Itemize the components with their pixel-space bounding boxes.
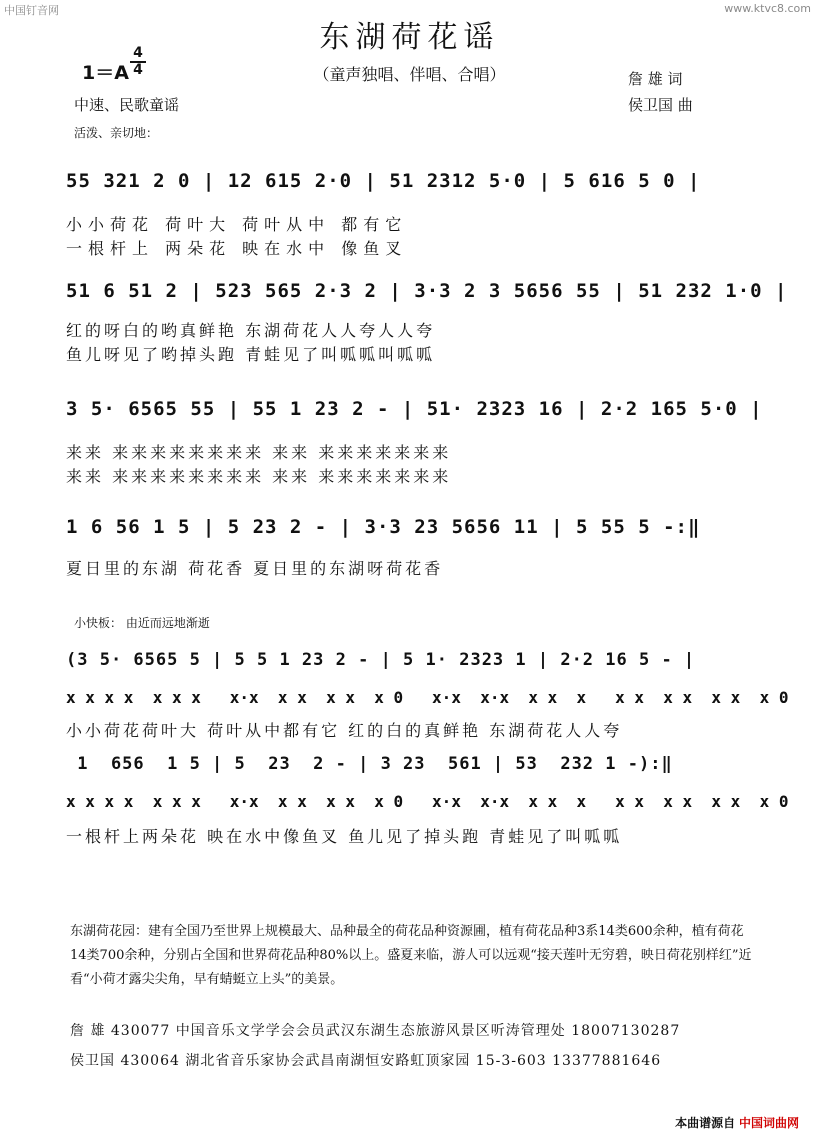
lyric-verse2-line1: 一根杆上 两朵花 映在水中 像鱼叉 [66, 239, 408, 258]
section2-staff-line-1: (3 5· 6565 5 | 5 5 1 23 2 - | 5 1· 2323 1 | 2·2 16 5 - | [66, 650, 696, 670]
composer-credit: 侯卫国 曲 [628, 96, 693, 114]
watermark-left: 中国钉音网 [4, 4, 59, 17]
time-signature [130, 46, 146, 78]
section2-label: 小快板： 由近而远地渐逝 [74, 616, 210, 630]
song-subtitle: （童声独唱、伴唱、合唱） [313, 65, 506, 84]
staff-line-3: 3 5· 6565 55 | 55 1 23 2 - | 51· 2323 16 | 2·2 165 5·0 | [66, 398, 763, 420]
footer-site-link[interactable]: 中国词曲网 [738, 1116, 799, 1130]
watermark-right: www.ktvc8.com [724, 2, 811, 15]
footer-source [675, 1114, 799, 1131]
lyric-verse1-line2: 红的呀白的哟真鲜艳 东湖荷花人人夸人人夸 [66, 321, 436, 340]
section2-lyric-line-2: 一根杆上两朵花 映在水中像鱼叉 鱼儿见了掉头跑 青蛙见了叫呱呱 [66, 827, 623, 846]
expression-marking: 活泼、亲切地： [74, 126, 159, 140]
staff-line-2: 51 6 51 2 | 523 565 2·3 2 | 3·3 2 3 5656 55 | 51 232 1·0 | [66, 280, 788, 302]
lyric-verse1-line1: 小小荷花 荷叶大 荷叶从中 都有它 [66, 215, 408, 234]
lyric-verse1-line3: 来来 来来来来来来来来 来来 来来来来来来来 [66, 443, 452, 462]
contact-composer: 侯卫国 430064 湖北省音乐家协会武昌南湖恒安路虹顶家园 15-3-603 13377881646 [70, 1053, 662, 1069]
lyric-verse2-line2: 鱼儿呀见了哟掉头跑 青蛙见了叫呱呱叫呱呱 [66, 345, 436, 364]
footer-source-label: 本曲谱源自 [675, 1116, 736, 1130]
staff-line-4: 1 6 56 1 5 | 5 23 2 - | 3·3 23 5656 11 | 5 55 5 -:‖ [66, 516, 701, 538]
section2-percussion-line-2: x x x x x x x x·x x x x x x 0 x·x x·x x x x x x x x x x x 0 [66, 792, 789, 811]
lyric-verse1-line4: 夏日里的东湖 荷花香 夏日里的东湖呀荷花香 [66, 559, 444, 578]
section2-percussion-line-1: x x x x x x x x·x x x x x x 0 x·x x·x x x x x x x x x x x 0 [66, 688, 789, 707]
section2-lyric-line-1: 小小荷花荷叶大 荷叶从中都有它 红的白的真鲜艳 东湖荷花人人夸 [66, 721, 623, 740]
tempo-marking: 中速、民歌童谣 [74, 96, 180, 114]
garden-description: 东湖荷花园：建有全国乃至世界上规模最大、品种最全的荷花品种资源圃，植有荷花品种3系14类600余种，植有荷花14类700余种，分别占全国和世界荷花品种80%以上。盛夏来临，游人可以远观“接天莲叶无穷碧，映日荷花别样红”近看“小荷才露尖尖角，早有蜻蜓立上头”的美景。 [70, 924, 752, 987]
section2-staff-line-2: 1 656 1 5 | 5 23 2 - | 3 23 561 | 53 232 1 -):‖ [66, 754, 673, 774]
time-signature-top: 4 [133, 45, 143, 61]
contact-lyricist: 詹 雄 430077 中国音乐文学学会会员武汉东湖生态旅游风景区听涛管理处 18007130287 [70, 1023, 681, 1039]
time-signature-bottom: 4 [130, 61, 146, 78]
lyricist-credit: 詹 雄 词 [628, 70, 683, 88]
staff-line-1: 55 321 2 0 | 12 615 2·0 | 51 2312 5·0 | 5 616 5 0 | [66, 170, 701, 192]
lyric-verse2-line3: 来来 来来来来来来来来 来来 来来来来来来来 [66, 467, 452, 486]
song-title: 东湖荷花谣 [319, 20, 500, 55]
key-signature: 1＝A [82, 62, 129, 84]
